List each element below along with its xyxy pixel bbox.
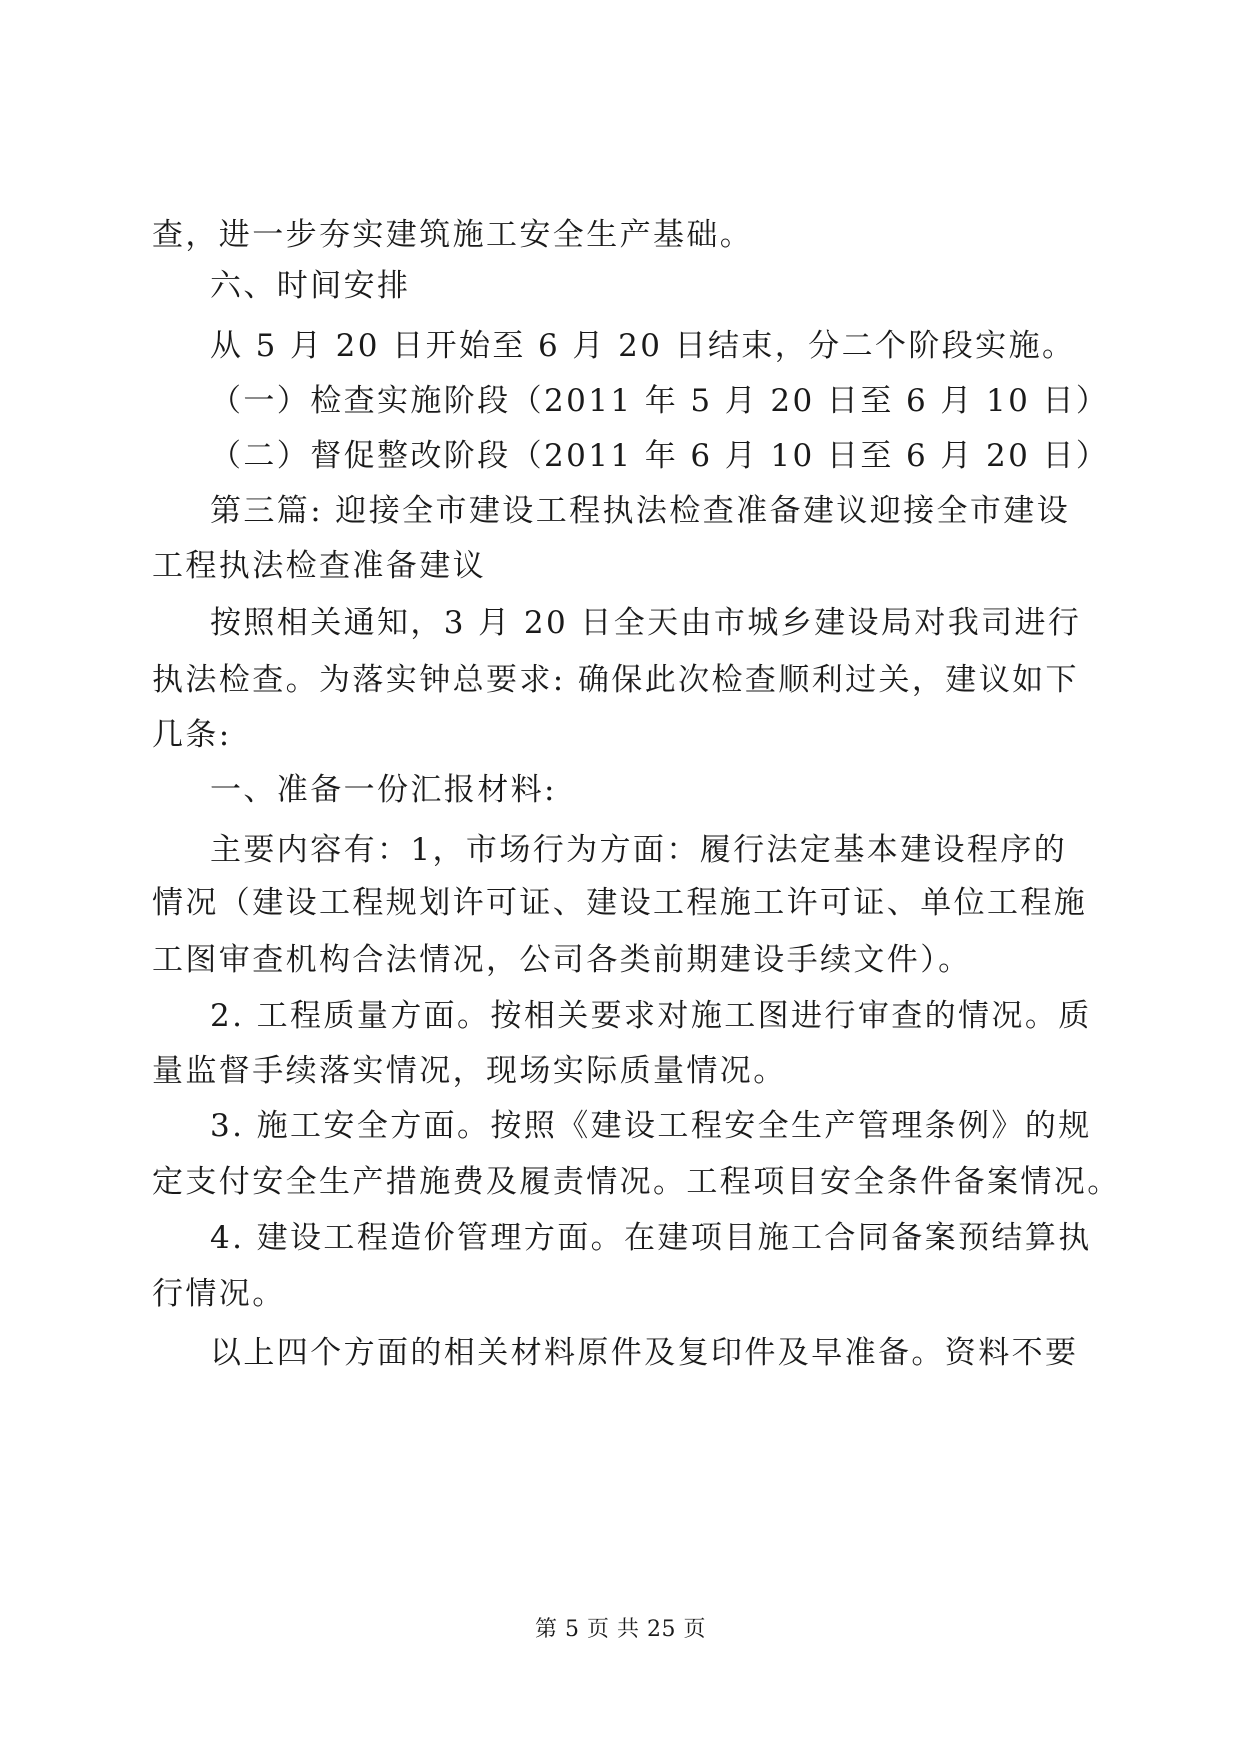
text-line: 2. 工程质量方面。按相关要求对施工图进行审查的情况。质 bbox=[210, 998, 1092, 1034]
text-line: 4. 建设工程造价管理方面。在建项目施工合同备案预结算执 bbox=[210, 1220, 1092, 1256]
text-line: 主要内容有：1，市场行为方面：履行法定基本建设程序的 bbox=[210, 832, 1068, 868]
text-line: 工图审查机构合法情况，公司各类前期建设手续文件）。 bbox=[152, 942, 972, 978]
text-line: 从 5 月 20 日开始至 6 月 20 日结束，分二个阶段实施。 bbox=[210, 328, 1076, 364]
section-heading: 六、时间安排 bbox=[210, 268, 411, 304]
text-line: （二）督促整改阶段（2011 年 6 月 10 日至 6 月 20 日） bbox=[210, 438, 1110, 474]
chapter-title: 第三篇: 迎接全市建设工程执法检查准备建议迎接全市建设 bbox=[210, 493, 1071, 529]
text-line: 执法检查。为落实钟总要求: 确保此次检查顺利过关，建议如下 bbox=[152, 662, 1079, 698]
text-line: 按照相关通知，3 月 20 日全天由市城乡建设局对我司进行 bbox=[210, 605, 1082, 641]
section-heading: 一、准备一份汇报材料: bbox=[210, 772, 557, 808]
page-number-footer: 第 5 页 共 25 页 bbox=[535, 1617, 706, 1642]
text-line: 量监督手续落实情况，现场实际质量情况。 bbox=[152, 1053, 787, 1089]
text-line: 定支付安全生产措施费及履责情况。工程项目安全条件备案情况。 bbox=[152, 1164, 1121, 1200]
text-line: 几条: bbox=[152, 717, 232, 753]
text-line: 3. 施工安全方面。按照《建设工程安全生产管理条例》的规 bbox=[210, 1108, 1092, 1144]
text-line: 以上四个方面的相关材料原件及复印件及早准备。资料不要 bbox=[210, 1335, 1079, 1371]
chapter-title-continued: 工程执法检查准备建议 bbox=[152, 548, 486, 584]
text-line: 查，进一步夯实建筑施工安全生产基础。 bbox=[152, 217, 754, 253]
text-line: 行情况。 bbox=[152, 1276, 286, 1312]
text-line: 情况（建设工程规划许可证、建设工程施工许可证、单位工程施 bbox=[152, 885, 1088, 921]
text-line: （一）检查实施阶段（2011 年 5 月 20 日至 6 月 10 日） bbox=[210, 383, 1110, 419]
